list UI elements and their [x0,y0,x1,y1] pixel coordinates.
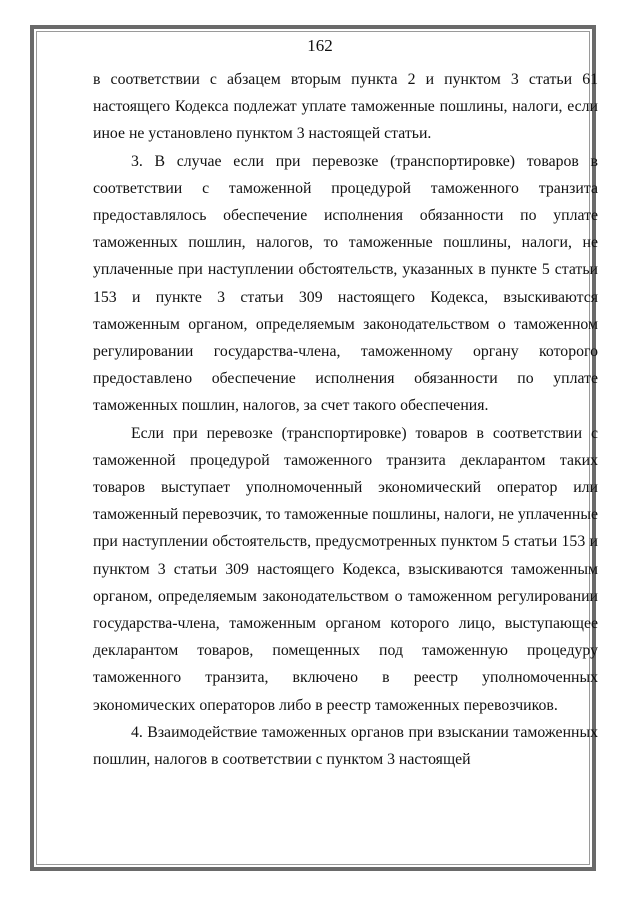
paragraph-point-4: 4. Взаимодействие таможенных органов при взыскании таможенных пошлин, налогов в соответствии с пунктом 3 настоящей [93,723,598,769]
paragraph-point-3: 3. В случае если при перевозке (транспортировке) товаров в соответствии с таможенной процедурой таможенного транзита предоставлялось обеспечение исполнения обязанности по уплате таможенных пошлин, налогов, то таможенные пошлины, налоги, не уплаченные при наступлении обстоятельств, указанных в пункте 5 статьи 153 и пункте 3 статьи 309 настоящего Кодекса, взыскиваются таможенным органом, определяемым законодательством о таможенном регулировании государства-члена, таможенному органу которого предоставлено обеспечение исполнения обязанности по уплате таможенных пошлин, налогов, за счет такого обеспечения. [93,152,598,415]
paragraph-point-3-second: Если при перевозке (транспортировке) товаров в соответствии с таможенной процедурой таможенного транзита декларантом таких товаров выступает уполномоченный экономический оператор или таможенный перевозчик, то таможенные пошлины, налоги, не уплаченные при наступлении обстоятельств, предусмотренных пунктом 5 статьи 153 и пунктом 3 статьи 309 настоящего Кодекса, взыскиваются таможенным органом, определяемым законодательством о таможенном регулировании государства-члена, таможенным органом которого лицо, выступающее декларантом товаров, помещенных под таможенную процедуру таможенного транзита, включено в реестр уполномоченных экономических операторов либо в реестр таможенных перевозчиков. [93,424,598,714]
paragraph-continuation: в соответствии с абзацем вторым пункта 2 и пунктом 3 статьи 61 настоящего Кодекса подлежат уплате таможенные пошлины, налоги, если иное не установлено пунктом 3 настоящей статьи. [93,71,598,143]
document-body [93,66,598,773]
page-number: 162 [307,36,333,55]
